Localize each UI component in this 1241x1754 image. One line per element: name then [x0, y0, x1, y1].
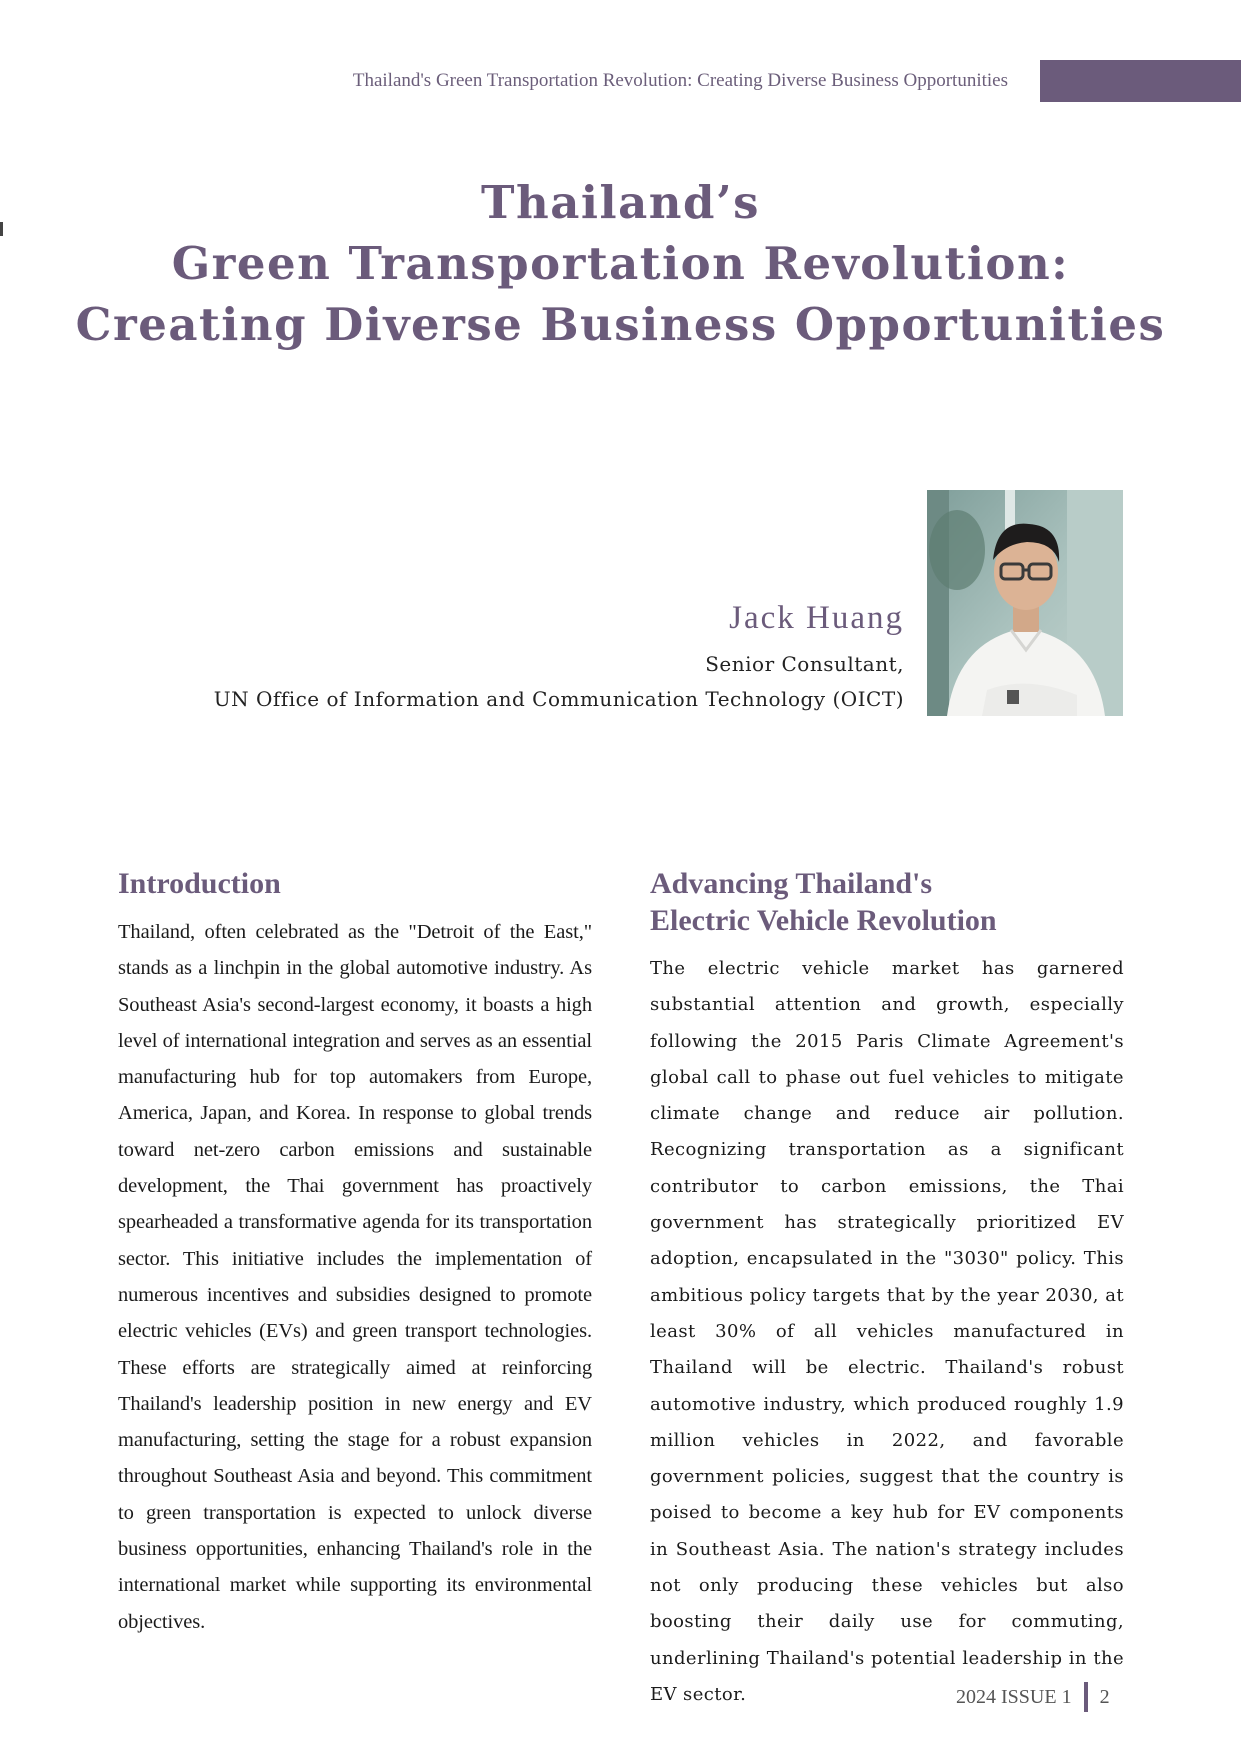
advancing-heading-line-2: Electric Vehicle Revolution: [650, 904, 997, 937]
running-header: Thailand's Green Transportation Revolution: Creating Diverse Business Opportunities: [352, 70, 1008, 91]
header-accent-bar: [1040, 60, 1241, 102]
author-name: Jack Huang: [729, 600, 904, 636]
author-role: Senior Consultant,: [705, 652, 904, 676]
introduction-heading: Introduction: [118, 867, 281, 900]
author-organization: UN Office of Information and Communication Technology (OICT): [213, 687, 904, 711]
page-title: [0, 172, 1241, 355]
author-info: [214, 600, 904, 717]
page-number: 2: [1099, 1685, 1110, 1708]
footer-separator: [1084, 1682, 1088, 1712]
advancing-heading-line-1: Advancing Thailand's: [650, 867, 933, 900]
advancing-section: [650, 865, 1124, 1713]
title-line-1: Thailand’s: [481, 176, 760, 229]
issue-label: 2024 ISSUE 1: [956, 1685, 1072, 1708]
advancing-body: The electric vehicle market has garnered substantial attention and growth, especially following the 2015 Paris Climate Agreement's global call to phase out fuel vehicles to mitigate climate change and reduce air pollution. Recognizing transportation as a significant contributor to carbon emissions, the Thai government has strategically prioritized EV adoption, encapsulated in the "3030" policy. This ambitious policy targets that by the year 2030, at least 30% of all vehicles manufactured in Thailand will be electric. Thailand's robust automotive industry, which produced roughly 1.9 million vehicles in 2022, and favorable government policies, suggest that the country is poised to become a key hub for EV components in Southeast Asia. The nation's strategy includes not only producing these vehicles but also boosting their daily use for commuting, underlining Thailand's potential leadership in the EV sector.: [650, 958, 1124, 1705]
title-line-2: Green Transportation Revolution:: [171, 237, 1070, 290]
author-photo: [927, 490, 1123, 716]
advancing-heading: [650, 865, 1124, 939]
page-footer: [956, 1682, 1110, 1712]
introduction-section: [118, 865, 592, 1640]
title-line-3: Creating Diverse Business Opportunities: [75, 298, 1166, 351]
introduction-body: Thailand, often celebrated as the "Detroit of the East," stands as a linchpin in the global automotive industry. As Southeast Asia's second-largest economy, it boasts a high level of international integration and serves as an essential manufacturing hub for top automakers from Europe, America, Japan, and Korea. In response to global trends toward net-zero carbon emissions and sustainable development, the Thai government has proactively spearheaded a transformative agenda for its transportation sector. This initiative includes the implementation of numerous incentives and subsidies designed to promote electric vehicles (EVs) and green transport technologies. These efforts are strategically aimed at reinforcing Thailand's leadership position in new energy and EV manufacturing, setting the stage for a robust expansion throughout Southeast Asia and beyond. This commitment to green transportation is expected to unlock diverse business opportunities, enhancing Thailand's role in the international market while supporting its environmental objectives.: [118, 921, 592, 1633]
